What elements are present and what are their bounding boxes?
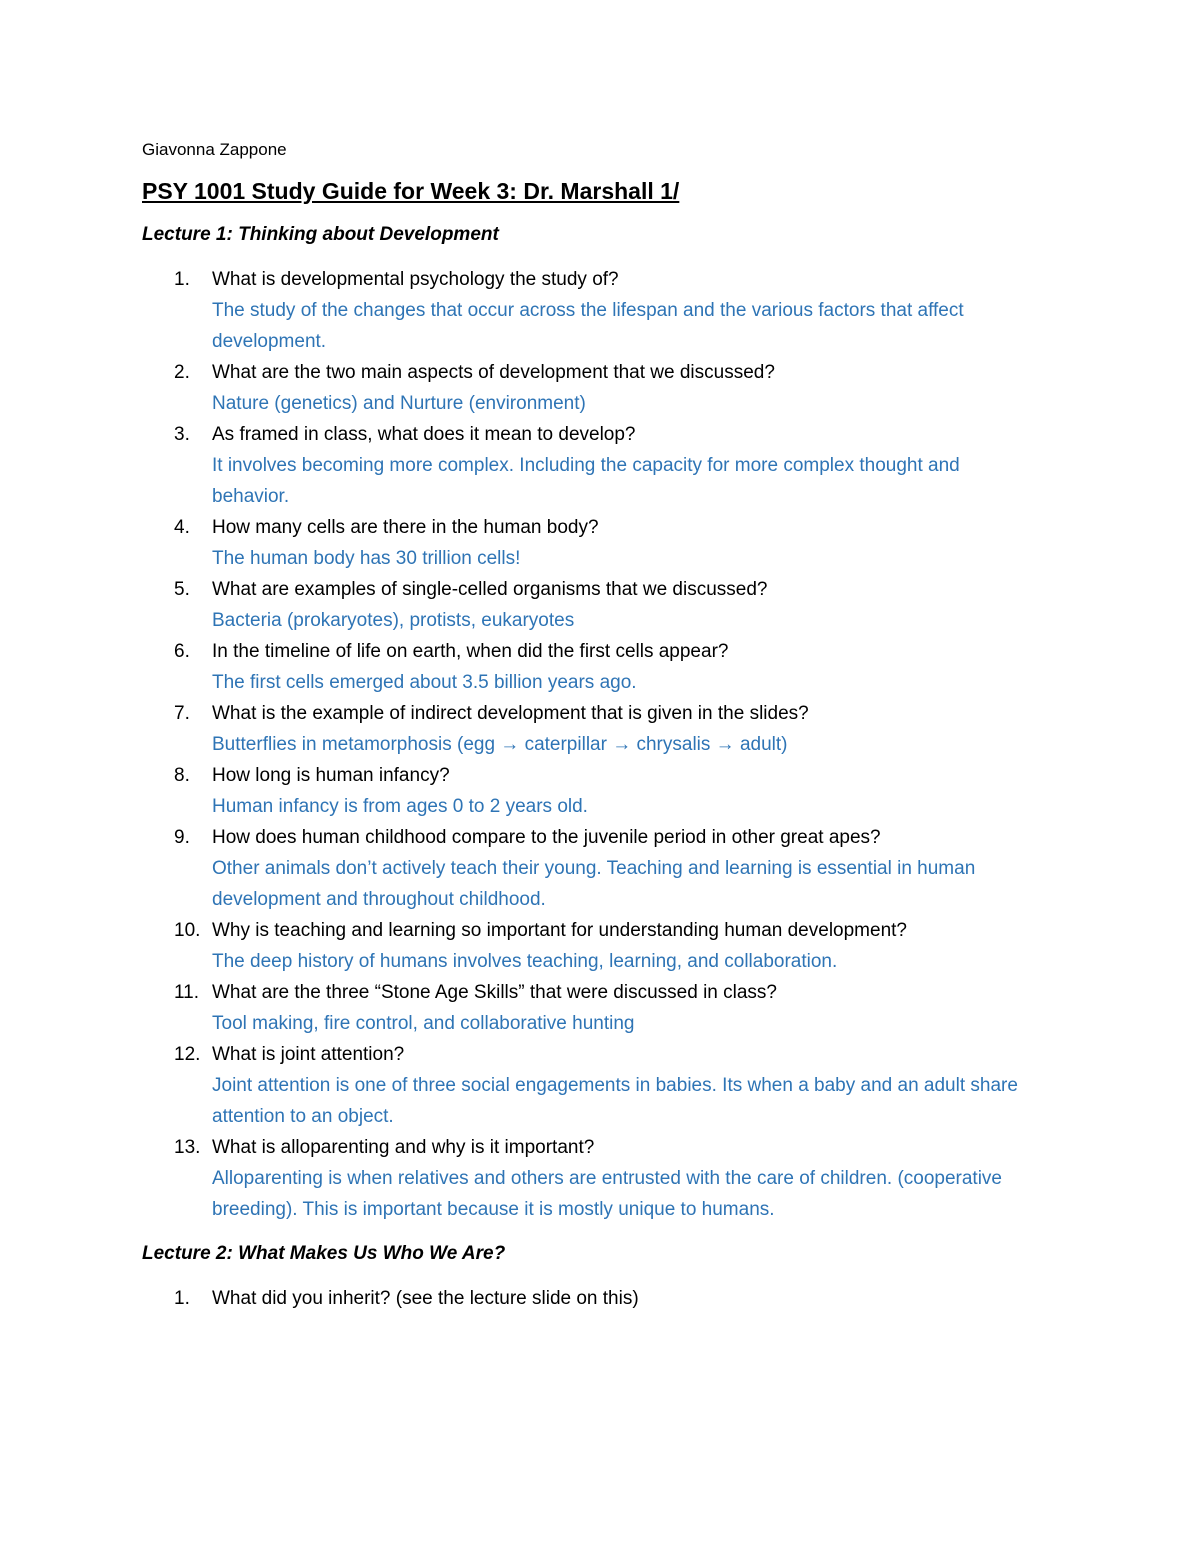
author-name: Giavonna Zappone [142, 140, 287, 159]
document-title: PSY 1001 Study Guide for Week 3: Dr. Marshall 1/ [142, 178, 680, 204]
question-number: 1. [174, 269, 190, 290]
question-number: 7. [174, 703, 190, 724]
question-number: 13. [174, 1137, 201, 1158]
list-item [142, 419, 1042, 512]
question-text: How many cells are there in the human body? [212, 517, 599, 538]
list-item [142, 760, 1042, 822]
document-page [142, 138, 1042, 1330]
answer-text: Nature (genetics) and Nurture (environment) [212, 393, 586, 414]
question-number: 4. [174, 517, 190, 538]
question-text: How long is human infancy? [212, 765, 450, 786]
answer-text: Human infancy is from ages 0 to 2 years old. [212, 796, 588, 817]
list-item [142, 1283, 1042, 1314]
question-text: How does human childhood compare to the juvenile period in other great apes? [212, 827, 881, 848]
question-text: What did you inherit? (see the lecture slide on this) [212, 1288, 639, 1309]
answer-text: Tool making, fire control, and collaborative hunting [212, 1013, 635, 1034]
answer-text: Other animals don’t actively teach their young. Teaching and learning is essential in human development and throughout childhood. [212, 858, 976, 910]
question-text: What is joint attention? [212, 1044, 405, 1065]
list-item [142, 1132, 1042, 1225]
list-item [142, 698, 1042, 760]
question-number: 1. [174, 1288, 190, 1309]
question-text: What is alloparenting and why is it important? [212, 1137, 595, 1158]
question-text: What are examples of single-celled organisms that we discussed? [212, 579, 768, 600]
question-text: What are the two main aspects of development that we discussed? [212, 362, 775, 383]
list-item [142, 1039, 1042, 1132]
question-number: 11. [174, 982, 200, 1003]
question-number: 8. [174, 765, 190, 786]
question-number: 5. [174, 579, 190, 600]
answer-text: Alloparenting is when relatives and others are entrusted with the care of children. (cooperative breeding). This is important because it is mostly unique to humans. [212, 1168, 1002, 1220]
answer-text: The human body has 30 trillion cells! [212, 548, 521, 569]
answer-text: Bacteria (prokaryotes), protists, eukaryotes [212, 610, 575, 631]
list-item [142, 822, 1042, 915]
list-item [142, 512, 1042, 574]
answer-text: The study of the changes that occur across the lifespan and the various factors that affect development. [212, 300, 964, 352]
list-item [142, 574, 1042, 636]
question-number: 2. [174, 362, 190, 383]
answer-text: It involves becoming more complex. Including the capacity for more complex thought and behavior. [212, 455, 960, 507]
lecture-heading: Lecture 2: What Makes Us Who We Are? [142, 1243, 506, 1264]
list-item [142, 915, 1042, 977]
question-number: 9. [174, 827, 190, 848]
answer-text: Joint attention is one of three social engagements in babies. Its when a baby and an adult share attention to an object. [212, 1075, 1018, 1127]
question-number: 12. [174, 1044, 201, 1065]
answer-text: The deep history of humans involves teaching, learning, and collaboration. [212, 951, 838, 972]
answer-text: The first cells emerged about 3.5 billion years ago. [212, 672, 637, 693]
list-item [142, 977, 1042, 1039]
list-item [142, 264, 1042, 357]
question-number: 10. [174, 920, 201, 941]
question-text: Why is teaching and learning so important for understanding human development? [212, 920, 907, 941]
list-item [142, 357, 1042, 419]
lectures-container [142, 222, 1042, 1314]
question-number: 6. [174, 641, 190, 662]
question-text: In the timeline of life on earth, when did the first cells appear? [212, 641, 729, 662]
question-text: What is developmental psychology the study of? [212, 269, 619, 290]
question-list [142, 264, 1042, 1225]
question-number: 3. [174, 424, 190, 445]
list-item [142, 636, 1042, 698]
question-text: What is the example of indirect development that is given in the slides? [212, 703, 809, 724]
question-text: As framed in class, what does it mean to develop? [212, 424, 636, 445]
question-list [142, 1283, 1042, 1314]
lecture-heading: Lecture 1: Thinking about Development [142, 224, 499, 245]
question-text: What are the three “Stone Age Skills” that were discussed in class? [212, 982, 777, 1003]
answer-text: Butterflies in metamorphosis (egg → caterpillar → chrysalis → adult) [212, 734, 788, 755]
